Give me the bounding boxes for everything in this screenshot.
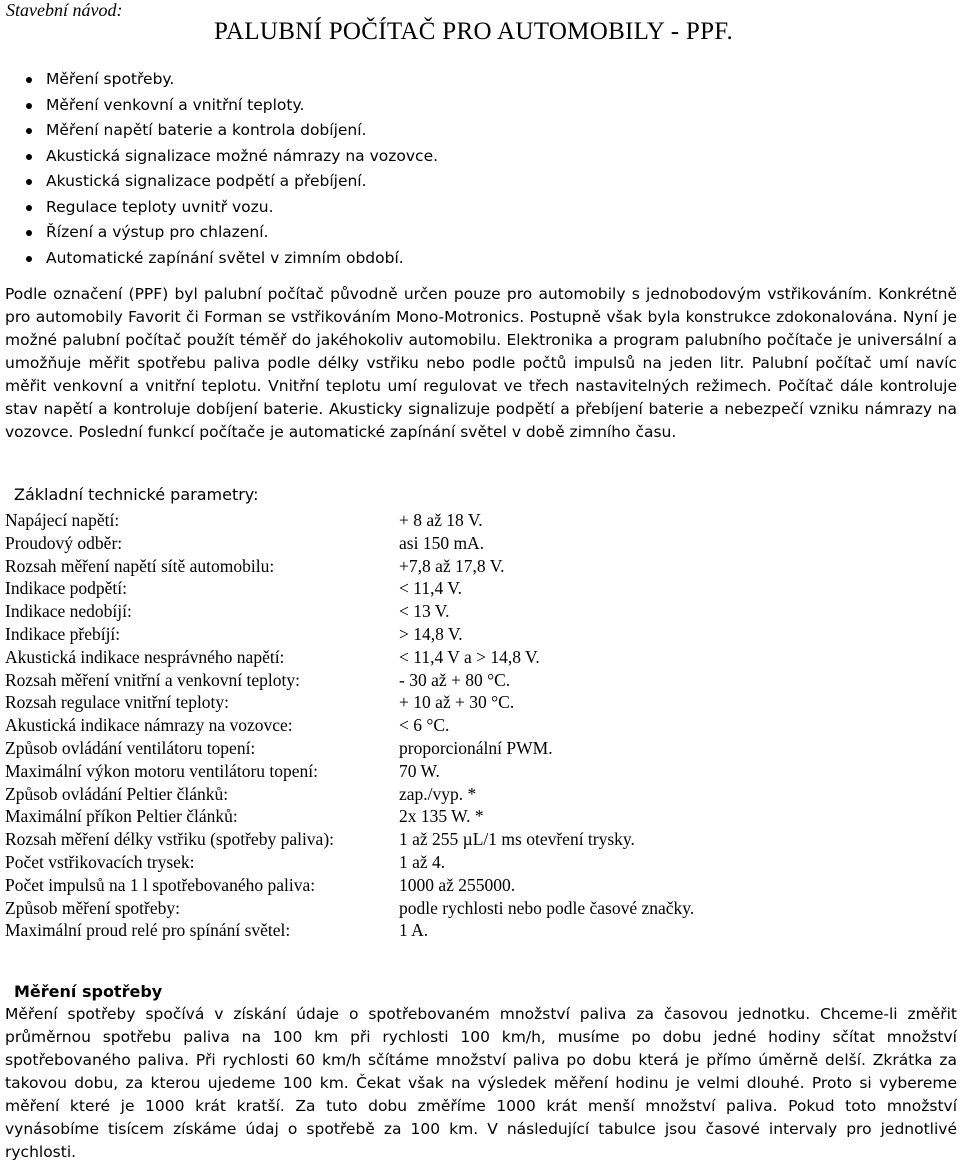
param-label: Napájecí napětí:	[5, 510, 120, 530]
bullet-icon	[26, 256, 32, 262]
param-row	[5, 737, 905, 760]
param-row	[5, 555, 905, 578]
param-label: Rozsah měření vnitřní a venkovní teploty:	[5, 669, 301, 690]
section-paragraph: Měření spotřeby spočívá v získání údaje o spotřebovaném množství paliva za časovou jednotku. Chceme-li změřit průměrnou spotřebu paliva na 100 km při rychlosti 100 km/h, musíme po dobu jedné hodiny sčítat množství spotřebovaného paliva. Při rychlosti 60 km/h sčítáme množství paliva po dobu která je přímo úměrně delší. Zkrátka za takovou dobu, za kterou ujedeme 100 km. Čekat však na výsledek měření hodinu je velmi dlouhé. Proto si vybereme měření které je 1000 krát kratší. Za tuto dobu změříme 1000 krát menší množství paliva. Pokud toto množství vynásobíme tisícem získáme údaj o spotřebě za 100 km. V následující tabulce jsou časové intervaly pro jednotlivé rychlosti.	[5, 1005, 957, 1161]
param-value: + 8 až 18 V.	[399, 510, 483, 530]
bullet-icon	[26, 179, 32, 185]
param-label: Počet impulsů na 1 l spotřebovaného paliva:	[5, 874, 316, 895]
bullet-icon	[26, 154, 32, 160]
param-label: Akustická indikace námrazy na vozovce:	[5, 715, 293, 736]
feature-item: Akustická signalizace možné námrazy na vozovce.	[14, 144, 438, 170]
bullet-icon	[26, 77, 32, 83]
param-row	[5, 714, 905, 737]
param-value: < 11,4 V a > 14,8 V.	[399, 646, 540, 667]
param-label: Indikace podpětí:	[5, 578, 127, 599]
param-value: 2x 135 W. *	[399, 806, 484, 827]
param-label: Akustická indikace nesprávného napětí:	[5, 646, 285, 667]
param-label: Maximální příkon Peltier článků:	[5, 806, 238, 827]
param-label: Indikace nedobíjí:	[5, 601, 132, 622]
params-heading: Základní technické parametry:	[14, 485, 259, 504]
param-value: proporcionální PWM.	[399, 737, 553, 758]
feature-item: Měření spotřeby.	[14, 67, 438, 93]
param-value: +7,8 až 17,8 V.	[399, 555, 505, 576]
param-label: Způsob ovládání Peltier článků:	[5, 783, 229, 804]
param-label: Indikace přebíjí:	[5, 623, 121, 644]
feature-item: Měření napětí baterie a kontrola dobíjení.	[14, 118, 438, 144]
param-label: Počet vstřikovacích trysek:	[5, 851, 195, 872]
section-heading: Měření spotřeby	[14, 982, 163, 1001]
param-row	[5, 509, 905, 532]
param-row	[5, 919, 905, 942]
param-label: Rozsah měření napětí sítě automobilu:	[5, 555, 275, 576]
params-table	[5, 509, 905, 942]
param-value: asi 150 mA.	[399, 532, 485, 553]
param-label: Způsob ovládání ventilátoru topení:	[5, 737, 256, 758]
param-value: 1000 až 255000.	[399, 874, 516, 895]
param-row	[5, 623, 905, 646]
param-label: Proudový odběr:	[5, 532, 123, 553]
param-value: 1 až 255 µL/1 ms otevření trysky.	[399, 829, 635, 850]
feature-item: Akustická signalizace podpětí a přebíjení.	[14, 169, 438, 195]
param-value: < 11,4 V.	[399, 578, 463, 599]
param-row	[5, 760, 905, 783]
param-value: < 6 °C.	[399, 715, 450, 736]
param-row	[5, 669, 905, 692]
param-row	[5, 600, 905, 623]
feature-item: Řízení a výstup pro chlazení.	[14, 220, 438, 246]
param-value: - 30 až + 80 °C.	[399, 669, 511, 690]
param-row	[5, 851, 905, 874]
param-row	[5, 828, 905, 851]
param-value: > 14,8 V.	[399, 623, 463, 644]
feature-item: Měření venkovní a vnitřní teploty.	[14, 93, 438, 119]
param-row	[5, 897, 905, 920]
bullet-icon	[26, 128, 32, 134]
param-value: zap./vyp. *	[399, 783, 477, 804]
bullet-icon	[26, 103, 32, 109]
feature-item: Regulace teploty uvnitř vozu.	[14, 195, 438, 221]
feature-list	[14, 67, 438, 271]
param-row	[5, 783, 905, 806]
param-value: 70 W.	[399, 760, 440, 781]
intro-paragraph: Podle označení (PPF) byl palubní počítač původně určen pouze pro automobily s jednobodovým vstřikováním. Konkrétně pro automobily Favorit či Forman se vstřikováním Mono-Motronics. Postupně však byla konstrukce zdokonalována. Nyní je možné palubní počítač použít téměř do jakéhokoliv automobilu. Elektronika a program palubního počítače je universální a umožňuje měřit spotřebu paliva podle délky vstřiku nebo podle počtů impulsů na jeden litr. Palubní počítač umí navíc měřit venkovní a vnitřní teplotu. Vnitřní teplotu umí regulovat ve třech nastavitelných režimech. Počítač dále kontroluje stav napětí a kontroluje dobíjení baterie. Akusticky signalizuje podpětí a přebíjení baterie a nebezpečí vzniku námrazy na vozovce. Poslední funkcí počítače je automatické zapínání světel v době zimního času.	[5, 285, 957, 441]
param-label: Rozsah měření délky vstřiku (spotřeby paliva):	[5, 829, 335, 850]
param-value: + 10 až + 30 °C.	[399, 692, 515, 713]
bullet-icon	[26, 230, 32, 236]
param-value: < 13 V.	[399, 601, 450, 622]
param-label: Způsob měření spotřeby:	[5, 897, 180, 918]
param-value: podle rychlosti nebo podle časové značky.	[399, 897, 695, 918]
document-title: PALUBNÍ POČÍTAČ PRO AUTOMOBILY - PPF.	[214, 18, 734, 45]
document-type-label: Stavební návod:	[6, 0, 123, 20]
feature-item: Automatické zapínání světel v zimním období.	[14, 246, 438, 272]
bullet-icon	[26, 205, 32, 211]
param-label: Maximální výkon motoru ventilátoru topení:	[5, 760, 319, 781]
param-label: Rozsah regulace vnitřní teploty:	[5, 692, 230, 713]
param-row	[5, 646, 905, 669]
param-row	[5, 577, 905, 600]
param-row	[5, 805, 905, 828]
param-label: Maximální proud relé pro spínání světel:	[5, 920, 291, 941]
param-value: 1 až 4.	[399, 851, 446, 872]
param-row	[5, 532, 905, 555]
param-row	[5, 691, 905, 714]
param-row	[5, 874, 905, 897]
param-value: 1 A.	[399, 920, 429, 941]
